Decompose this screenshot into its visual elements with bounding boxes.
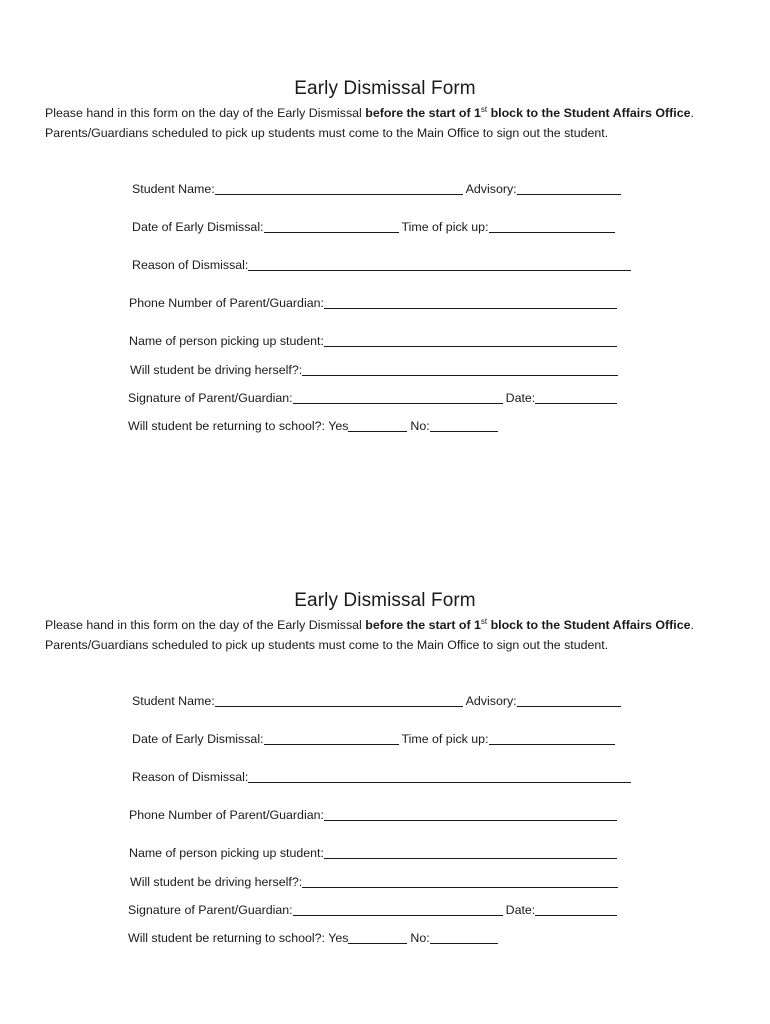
instructions-bold-1: before the start of 1 — [365, 618, 481, 632]
returning-yes-field[interactable] — [348, 931, 407, 944]
date-time-row — [132, 219, 615, 235]
phone-label: Phone Number of Parent/Guardian: — [129, 808, 324, 822]
form-title: Early Dismissal Form — [294, 590, 476, 611]
student-name-field[interactable] — [215, 182, 463, 195]
person-picking-up-field[interactable] — [324, 846, 617, 859]
signature-field[interactable] — [293, 391, 503, 404]
driving-label: Will student be driving herself?: — [130, 363, 303, 377]
instructions-text-1: Please hand in this form on the day of the Early Dismissal — [45, 618, 366, 632]
advisory-field[interactable] — [517, 694, 621, 707]
date-field[interactable] — [535, 391, 617, 404]
instructions-superscript: st — [480, 617, 488, 626]
time-of-pickup-field[interactable] — [489, 732, 615, 745]
time-of-pickup-field[interactable] — [489, 220, 615, 233]
phone-row — [129, 807, 617, 823]
phone-row — [129, 295, 617, 311]
person-picking-up-label: Name of person picking up student: — [129, 334, 324, 348]
signature-row — [128, 902, 617, 918]
date-of-dismissal-label: Date of Early Dismissal: — [132, 732, 264, 746]
reason-field[interactable] — [248, 258, 631, 271]
signature-row — [128, 390, 617, 406]
advisory-label: Advisory: — [465, 182, 517, 196]
driving-field[interactable] — [302, 875, 618, 888]
time-of-pickup-label: Time of pick up: — [401, 732, 489, 746]
instructions-superscript: st — [480, 105, 488, 114]
returning-no-field[interactable] — [430, 419, 498, 432]
instructions-bold-2: block to the Student Affairs Office — [487, 618, 691, 632]
date-label: Date: — [505, 391, 536, 405]
instructions-text-2: . Parents/Guardians scheduled to pick up students must come to the Main Office to sign out the student. — [45, 106, 694, 140]
returning-no-label: No: — [410, 419, 430, 433]
returning-label: Will student be returning to school?: Yes — [128, 419, 349, 433]
time-of-pickup-label: Time of pick up: — [401, 220, 489, 234]
person-picking-up-field[interactable] — [324, 334, 617, 347]
returning-yes-field[interactable] — [348, 419, 407, 432]
student-name-row — [132, 693, 621, 709]
student-name-label: Student Name: — [132, 694, 215, 708]
phone-label: Phone Number of Parent/Guardian: — [129, 296, 324, 310]
date-label: Date: — [505, 903, 536, 917]
person-picking-up-label: Name of person picking up student: — [129, 846, 324, 860]
student-name-field[interactable] — [215, 694, 463, 707]
phone-field[interactable] — [324, 296, 617, 309]
signature-label: Signature of Parent/Guardian: — [128, 903, 293, 917]
instructions-bold-2: block to the Student Affairs Office — [487, 106, 691, 120]
reason-label: Reason of Dismissal: — [132, 258, 249, 272]
signature-label: Signature of Parent/Guardian: — [128, 391, 293, 405]
returning-row — [128, 418, 498, 434]
reason-label: Reason of Dismissal: — [132, 770, 249, 784]
reason-row — [132, 769, 631, 785]
date-of-dismissal-field[interactable] — [264, 732, 399, 745]
early-dismissal-form — [0, 512, 770, 1024]
form-instructions — [45, 104, 725, 143]
person-picking-up-row — [129, 845, 617, 861]
form-title: Early Dismissal Form — [294, 78, 476, 99]
date-of-dismissal-field[interactable] — [264, 220, 399, 233]
driving-field[interactable] — [302, 363, 618, 376]
student-name-label: Student Name: — [132, 182, 215, 196]
returning-label: Will student be returning to school?: Yes — [128, 931, 349, 945]
returning-row — [128, 930, 498, 946]
student-name-row — [132, 181, 621, 197]
returning-no-field[interactable] — [430, 931, 498, 944]
phone-field[interactable] — [324, 808, 617, 821]
reason-row — [132, 257, 631, 273]
person-picking-up-row — [129, 333, 617, 349]
date-of-dismissal-label: Date of Early Dismissal: — [132, 220, 264, 234]
date-time-row — [132, 731, 615, 747]
signature-field[interactable] — [293, 903, 503, 916]
instructions-bold-1: before the start of 1 — [365, 106, 481, 120]
driving-row — [130, 874, 618, 890]
instructions-text-2: . Parents/Guardians scheduled to pick up students must come to the Main Office to sign out the student. — [45, 618, 694, 652]
reason-field[interactable] — [248, 770, 631, 783]
driving-row — [130, 362, 618, 378]
advisory-field[interactable] — [517, 182, 621, 195]
date-field[interactable] — [535, 903, 617, 916]
driving-label: Will student be driving herself?: — [130, 875, 303, 889]
advisory-label: Advisory: — [465, 694, 517, 708]
instructions-text-1: Please hand in this form on the day of the Early Dismissal — [45, 106, 366, 120]
form-instructions — [45, 616, 725, 655]
returning-no-label: No: — [410, 931, 430, 945]
